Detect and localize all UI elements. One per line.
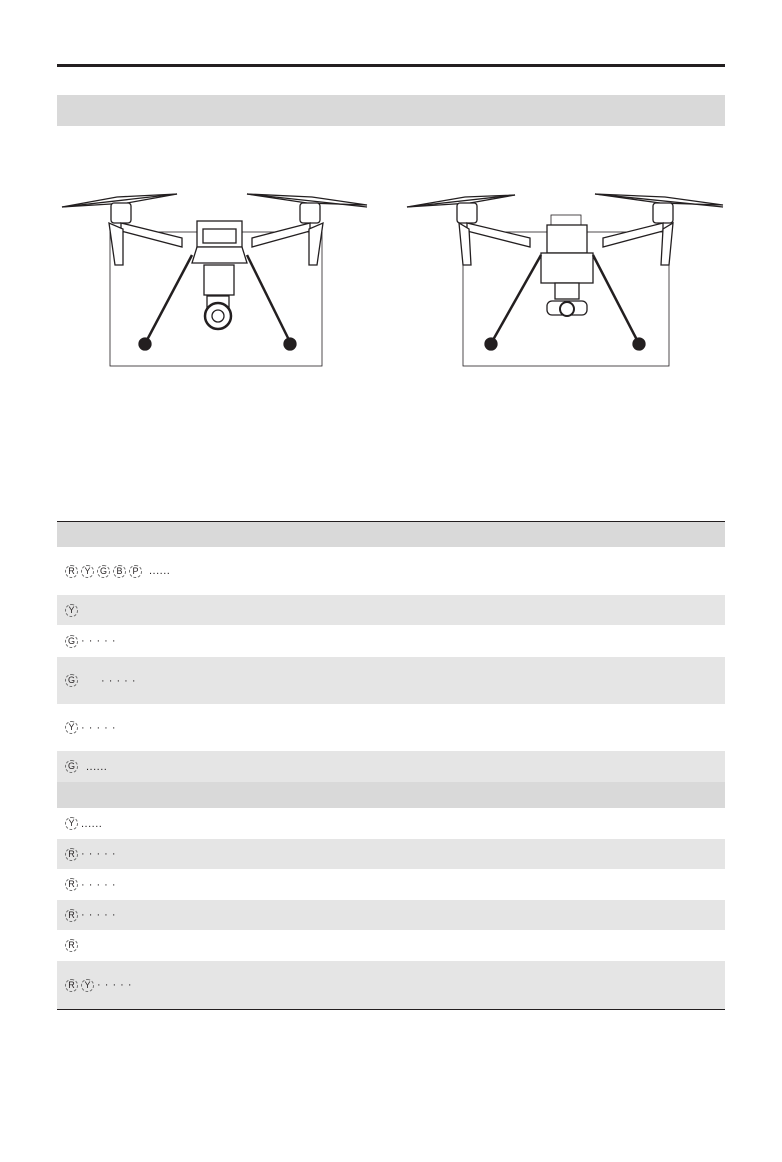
led-yellow-icon: Y (81, 979, 94, 992)
table-row (57, 547, 725, 595)
aircraft-front-view-icon (57, 185, 387, 370)
blink-pattern: ...... (86, 760, 108, 773)
led-red-icon: R (65, 979, 78, 992)
led-yellow-icon: Y (65, 721, 78, 734)
table-row (57, 751, 725, 782)
led-purple-icon: P (129, 565, 142, 578)
led-yellow-icon: Y (81, 565, 94, 578)
led-yellow-icon: Y (65, 604, 78, 617)
led-red-icon: R (65, 939, 78, 952)
aircraft-rear-view-icon (405, 185, 730, 370)
blink-pattern: · · · · · (97, 979, 133, 991)
blink-pattern: · · · · · (81, 848, 117, 860)
table-row (57, 961, 725, 1009)
blink-pattern: ...... (81, 817, 103, 830)
led-green-icon: G (97, 565, 110, 578)
table-row (57, 930, 725, 961)
table-row (57, 839, 725, 869)
led-yellow-icon: Y (65, 817, 78, 830)
table-row (57, 625, 725, 657)
table-row (57, 657, 725, 704)
table-bottom-rule (57, 1009, 725, 1010)
blink-pattern: · · · · · (81, 635, 117, 647)
top-rule (57, 64, 725, 67)
table-row (57, 900, 725, 930)
section-title-bar (57, 95, 725, 126)
table-row (57, 595, 725, 625)
led-indicator-table (57, 521, 725, 1010)
table-row (57, 704, 725, 751)
table-subheader-row (57, 782, 725, 808)
blink-pattern: ...... (149, 565, 171, 577)
table-row (57, 869, 725, 900)
blink-pattern: · · · · · (101, 674, 137, 687)
table-header-row (57, 521, 725, 547)
table-row (57, 808, 725, 839)
blink-pattern: · · · · · (81, 878, 117, 891)
led-red-icon: R (65, 909, 78, 922)
blink-pattern: · · · · · (81, 909, 117, 921)
led-red-icon: R (65, 565, 78, 578)
blink-pattern: · · · · · (81, 721, 117, 734)
led-green-icon: G (65, 760, 78, 773)
led-green-icon: G (65, 674, 78, 687)
led-red-icon: R (65, 848, 78, 861)
led-blue-icon: B (113, 565, 126, 578)
led-red-icon: R (65, 878, 78, 891)
led-green-icon: G (65, 635, 78, 648)
